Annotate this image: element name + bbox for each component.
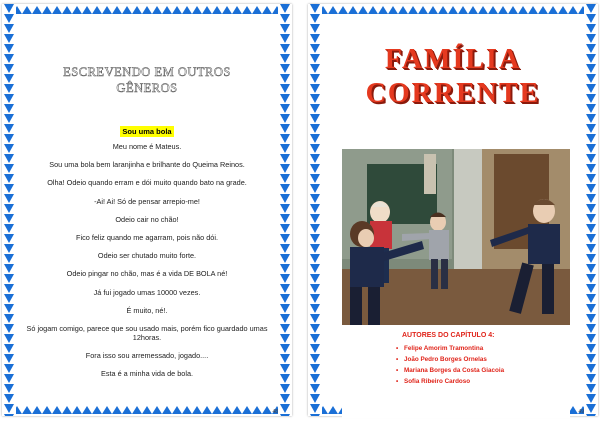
story-line: Já fui jogado umas 10000 vezes. [93,287,201,297]
triangle-border-left [2,4,16,416]
page-number: 48 [272,409,278,415]
author-item: • João Pedro Borges Ornelas [404,356,570,363]
triangle-border-top [308,4,598,16]
story-line: Odeio ser chutado muito forte. [97,251,197,261]
story-line: Só jogam comigo, parece que sou usado mais, porém fico guardado umas 12horas. [26,323,268,342]
section-title [18,64,276,96]
story-text [18,142,276,387]
page-number: 49 [578,409,584,415]
author-item: • Felipe Amorim Tramontina [404,345,570,352]
story-line: Esta é a minha vida de bola. [100,369,194,379]
chapter-title [324,43,582,111]
authors-list [404,345,570,385]
section-title-line2: GÊNEROS [116,81,178,95]
story-subtitle: Sou uma bola [122,127,172,136]
left-page-content [18,18,276,402]
author-item: • Sofia Ribeiro Cardoso [404,378,570,385]
triangle-border-left [308,4,322,416]
chapter-photo [342,149,570,325]
triangle-border-bottom [2,404,292,416]
chapter-title-line1: FAMÍLIA [384,44,522,75]
story-line: Sou uma bola bem laranjinha e brilhante do Queima Reinos. [49,160,245,170]
story-line: Meu nome é Mateus. [112,142,182,151]
triangle-border-right [278,4,292,416]
authors-heading: AUTORES DO CAPÍTULO 4: [402,332,495,339]
story-line: Olha! Odeio quando erram e dói muito quando bato na grade. [47,178,247,188]
story-line: Fico feliz quando me agarram, pois não dói. [76,232,218,242]
right-page [308,4,598,416]
left-page [2,4,292,416]
story-line: -Ai! Ai! Só de pensar arrepio-me! [94,196,200,206]
triangle-border-top [2,4,292,16]
author-item: • Mariana Borges da Costa Giacoia [404,367,570,374]
story-line: Odeio pingar no chão, mas é a vida DE BOLA né! [66,269,228,279]
chapter-title-line2: CORRENTE [365,78,541,109]
triangle-border-right [584,4,598,416]
story-line: Odeio cair no chão! [115,214,179,224]
authors-box [342,332,570,418]
section-title-line1: ESCREVENDO EM OUTROS [63,65,231,79]
story-line: Fora isso sou arremessado, jogado.... [85,351,209,361]
story-line: É muito, né!. [126,305,168,315]
right-page-content [324,18,582,402]
